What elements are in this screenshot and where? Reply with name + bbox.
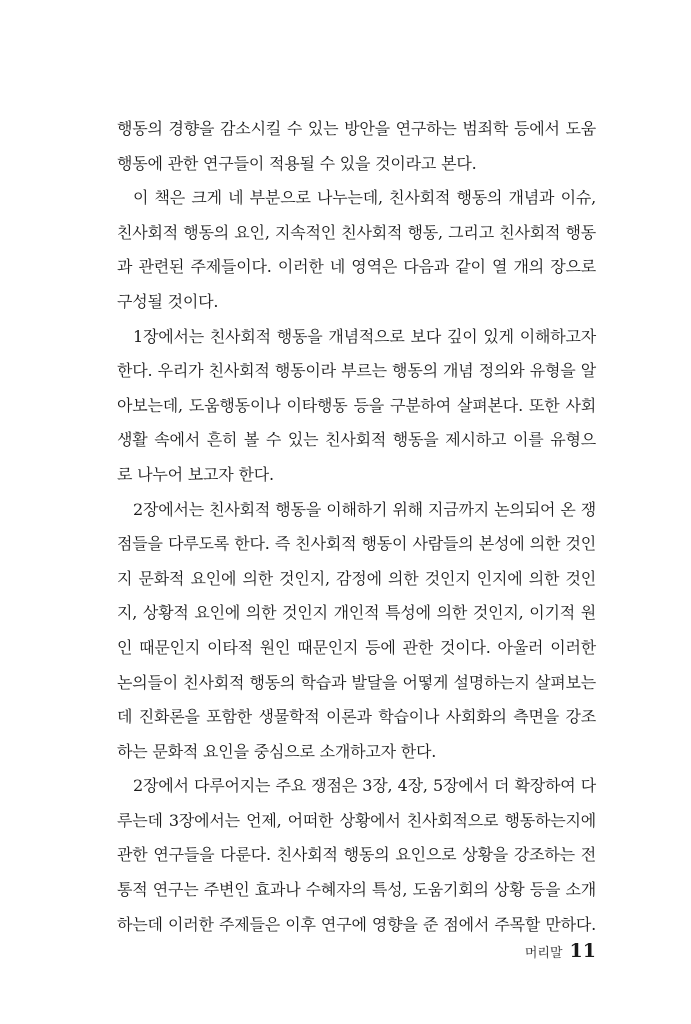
text-line: 통적 연구는 주변인 효과나 수혜자의 특성, 도움기회의 상황 등을 소개 [117, 880, 596, 900]
page-number: 11 [569, 940, 596, 962]
text-line: 친사회적 행동의 요인, 지속적인 친사회적 행동, 그리고 친사회적 행동 [117, 222, 596, 242]
running-head: 머리말 [524, 946, 563, 961]
text-line: 생활 속에서 흔히 볼 수 있는 친사회적 행동을 제시하고 이를 유형으 [117, 430, 596, 450]
text-line: 점들을 다루도록 한다. 즉 친사회적 행동이 사람들의 본성에 의한 것인 [117, 534, 596, 554]
text-line: 행동에 관한 연구들이 적용될 수 있을 것이라고 본다. [117, 153, 477, 173]
text-line: 지, 상황적 요인에 의한 것인지 개인적 특성에 의한 것인지, 이기적 원 [117, 603, 596, 623]
text-line: 한다. 우리가 친사회적 행동이라 부르는 행동의 개념 정의와 유형을 알 [117, 361, 596, 381]
text-line: 하는데 이러한 주제들은 이후 연구에 영향을 준 점에서 주목할 만하다. [117, 914, 596, 934]
text-line: 1장에서는 친사회적 행동을 개념적으로 보다 깊이 있게 이해하고자 [133, 326, 596, 346]
text-line: 2장에서는 친사회적 행동을 이해하기 위해 지금까지 논의되어 온 쟁 [133, 499, 596, 519]
text-line: 과 관련된 주제들이다. 이러한 네 영역은 다음과 같이 열 개의 장으로 [117, 257, 596, 277]
text-line: 행동의 경향을 감소시킬 수 있는 방안을 연구하는 범죄학 등에서 도움 [117, 119, 596, 138]
text-line: 구성될 것이다. [117, 291, 219, 311]
text-line: 로 나누어 보고자 한다. [117, 464, 274, 484]
text-line: 인 때문인지 이타적 원인 때문인지 등에 관한 것이다. 아울러 이러한 [117, 637, 596, 657]
text-line: 이 책은 크게 네 부분으로 나누는데, 친사회적 행동의 개념과 이슈, [133, 188, 596, 208]
body-text [117, 112, 596, 942]
text-line: 2장에서 다루어지는 주요 쟁점은 3장, 4장, 5장에서 더 확장하여 다 [133, 776, 596, 796]
text-line: 관한 연구들을 다룬다. 친사회적 행동의 요인으로 상황을 강조하는 전 [117, 845, 596, 865]
text-line: 루는데 3장에서는 언제, 어떠한 상황에서 친사회적으로 행동하는지에 [117, 810, 596, 830]
text-line: 아보는데, 도움행동이나 이타행동 등을 구분하여 살펴본다. 또한 사회 [117, 395, 596, 415]
text-line: 지 문화적 요인에 의한 것인지, 감정에 의한 것인지 인지에 의한 것인 [117, 568, 596, 588]
text-line: 논의들이 친사회적 행동의 학습과 발달을 어떻게 설명하는지 살펴보는 [117, 672, 596, 692]
text-line: 하는 문화적 요인을 중심으로 소개하고자 한다. [117, 741, 437, 761]
page-footer [525, 940, 596, 962]
text-line: 데 진화론을 포함한 생물학적 이론과 학습이나 사회화의 측면을 강조 [117, 707, 596, 727]
